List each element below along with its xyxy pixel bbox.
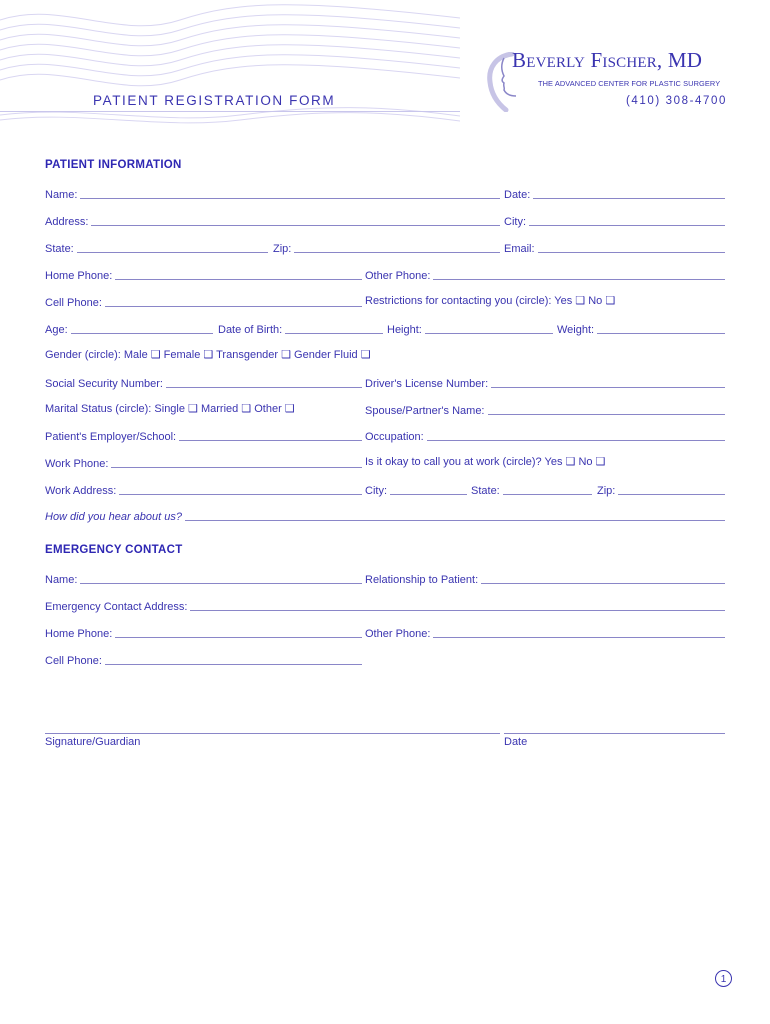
emergency-other-phone-label: Other Phone: — [365, 628, 431, 640]
emergency-name-field[interactable] — [45, 570, 362, 586]
work-address-label: Work Address: — [45, 485, 117, 497]
work-zip-field[interactable] — [597, 481, 725, 497]
age-label: Age: — [45, 324, 68, 336]
drivers-license-field[interactable] — [365, 374, 725, 390]
home-phone-label: Home Phone: — [45, 270, 113, 282]
weight-field[interactable] — [557, 320, 725, 336]
work-phone-label: Work Phone: — [45, 458, 109, 470]
form-row-address-city — [45, 212, 725, 228]
gender-checkboxes[interactable]: Gender (circle): Male ❑ Female ❑ Transgender ❑ Gender Fluid ❑ — [45, 349, 371, 361]
section-heading-patient-information: PATIENT INFORMATION — [45, 159, 182, 171]
zip-label: Zip: — [273, 243, 292, 255]
employer-field[interactable] — [45, 427, 362, 443]
date-field[interactable] — [504, 185, 725, 201]
relationship-label: Relationship to Patient: — [365, 574, 479, 586]
emergency-cell-phone-label: Cell Phone: — [45, 655, 102, 667]
occupation-label: Occupation: — [365, 431, 424, 443]
signature-date-line[interactable] — [504, 733, 725, 734]
work-city-field[interactable] — [365, 481, 467, 497]
city-field[interactable] — [504, 212, 725, 228]
home-phone-field[interactable] — [45, 266, 362, 282]
form-row-referral — [45, 507, 725, 523]
brand-tagline: THE ADVANCED CENTER FOR PLASTIC SURGERY — [538, 79, 721, 88]
marital-status-checkboxes[interactable]: Marital Status (circle): Single ❑ Married ❑ Other ❑ — [45, 403, 295, 415]
email-field[interactable] — [504, 239, 725, 255]
weight-label: Weight: — [557, 324, 595, 336]
emergency-home-phone-field[interactable] — [45, 624, 362, 640]
form-row-employer-occupation — [45, 427, 725, 443]
call-at-work-checkboxes[interactable]: Is it okay to call you at work (circle)? Yes ❑ No ❑ — [365, 456, 606, 468]
other-phone-field[interactable] — [365, 266, 725, 282]
age-field[interactable] — [45, 320, 213, 336]
signature-line[interactable] — [45, 733, 500, 734]
drivers-license-label: Driver's License Number: — [365, 378, 489, 390]
form-row-phones — [45, 266, 725, 282]
work-state-label: State: — [471, 485, 500, 497]
city-label: City: — [504, 216, 526, 228]
brand-name: Beverly Fischer, MD — [512, 48, 703, 72]
work-zip-label: Zip: — [597, 485, 616, 497]
form-row-work-address — [45, 481, 725, 497]
date-of-birth-label: Date of Birth: — [218, 324, 283, 336]
work-city-label: City: — [365, 485, 387, 497]
ssn-field[interactable] — [45, 374, 362, 390]
form-row-ssn-license — [45, 374, 725, 390]
section-heading-emergency-contact: EMERGENCY CONTACT — [45, 544, 183, 556]
work-address-field[interactable] — [45, 481, 362, 497]
address-label: Address: — [45, 216, 89, 228]
work-state-field[interactable] — [471, 481, 592, 497]
clinic-phone: (410) 308-4700 — [625, 95, 727, 107]
spouse-name-field[interactable] — [365, 401, 725, 417]
cell-phone-label: Cell Phone: — [45, 297, 102, 309]
email-label: Email: — [504, 243, 535, 255]
patient-name-field[interactable] — [45, 185, 500, 201]
date-label: Date: — [504, 189, 531, 201]
height-field[interactable] — [387, 320, 553, 336]
form-row-gender — [45, 347, 725, 363]
address-field[interactable] — [45, 212, 500, 228]
spouse-name-label: Spouse/Partner's Name: — [365, 405, 485, 417]
patient-name-label: Name: — [45, 189, 78, 201]
form-row-age-dob-height-weight — [45, 320, 725, 336]
cell-phone-field[interactable] — [45, 293, 362, 309]
form-title: PATIENT REGISTRATION FORM — [93, 93, 336, 108]
emergency-address-field[interactable] — [45, 597, 725, 613]
signature-date-label: Date — [504, 736, 528, 748]
contact-restrictions-checkboxes[interactable]: Restrictions for contacting you (circle): Yes ❑ No ❑ — [365, 295, 616, 307]
title-rule — [0, 111, 460, 112]
form-row-marital-spouse — [45, 401, 725, 417]
referral-source-label: How did you hear about us? — [45, 511, 182, 523]
form-row-emergency-cell — [45, 651, 725, 667]
form-row-emergency-address — [45, 597, 725, 613]
signature-label: Signature/Guardian — [45, 736, 141, 748]
other-phone-label: Other Phone: — [365, 270, 431, 282]
date-of-birth-field[interactable] — [218, 320, 383, 336]
emergency-other-phone-field[interactable] — [365, 624, 725, 640]
page-number: 1 — [715, 970, 732, 987]
employer-label: Patient's Employer/School: — [45, 431, 177, 443]
form-row-emergency-name — [45, 570, 725, 586]
emergency-address-label: Emergency Contact Address: — [45, 601, 188, 613]
state-label: State: — [45, 243, 74, 255]
emergency-name-label: Name: — [45, 574, 78, 586]
form-row-state-zip-email — [45, 239, 725, 255]
occupation-field[interactable] — [365, 427, 725, 443]
state-field[interactable] — [45, 239, 268, 255]
work-phone-field[interactable] — [45, 454, 362, 470]
form-row-cell-restrictions — [45, 293, 725, 309]
form-row-work-phone — [45, 454, 725, 470]
height-label: Height: — [387, 324, 422, 336]
emergency-cell-phone-field[interactable] — [45, 651, 362, 667]
ssn-label: Social Security Number: — [45, 378, 163, 390]
form-row-emergency-phones — [45, 624, 725, 640]
relationship-field[interactable] — [365, 570, 725, 586]
zip-field[interactable] — [273, 239, 500, 255]
form-row-name-date — [45, 185, 725, 201]
emergency-home-phone-label: Home Phone: — [45, 628, 113, 640]
referral-source-field[interactable] — [45, 507, 725, 523]
